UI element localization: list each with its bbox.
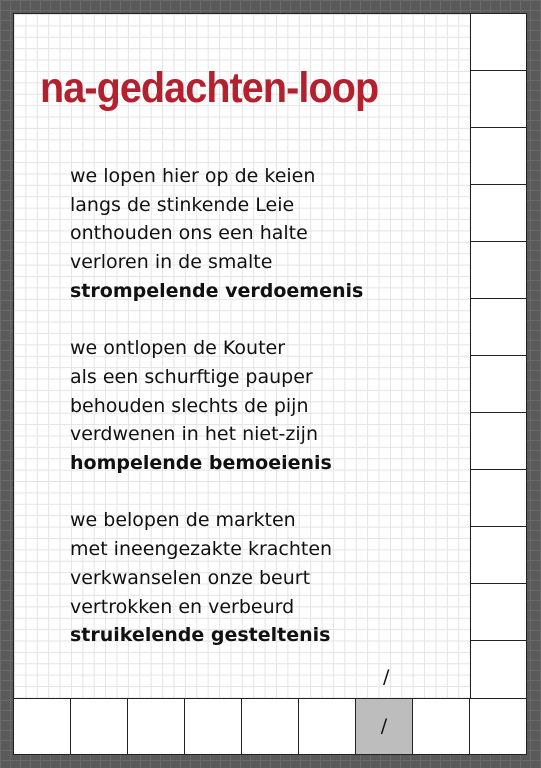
right-box xyxy=(471,128,527,185)
right-box xyxy=(471,527,527,584)
bottom-box xyxy=(128,699,185,755)
stanza-2 xyxy=(70,334,450,478)
poem-sheet xyxy=(13,13,527,755)
poem-line: behouden slechts de pijn xyxy=(70,394,309,417)
poem-line: we ontlopen de Kouter xyxy=(70,337,286,360)
bottom-box-row xyxy=(14,698,527,755)
poem-line: langs de stinkende Leie xyxy=(70,193,295,216)
bottom-box xyxy=(470,699,527,755)
poem-line: verdwenen in het niet-zijn xyxy=(70,423,318,446)
bottom-box xyxy=(14,699,71,755)
poem-line: vertrokken en verbeurd xyxy=(70,595,295,618)
poem-line: we belopen de markten xyxy=(70,509,296,532)
poem-line: onthouden ons een halte xyxy=(70,222,308,245)
stanza-closing-line: hompelende bemoeienis xyxy=(70,452,332,475)
right-box xyxy=(471,641,527,698)
right-box xyxy=(471,14,527,71)
right-box xyxy=(471,185,527,242)
poem-line: als een schurftige pauper xyxy=(70,365,313,388)
poem-line: we lopen hier op de keien xyxy=(70,165,316,187)
right-box xyxy=(471,71,527,128)
bottom-box xyxy=(71,699,128,755)
bottom-box xyxy=(242,699,299,755)
bottom-box xyxy=(299,699,356,755)
right-box xyxy=(471,356,527,413)
stanza-closing-line: struikelende gesteltenis xyxy=(70,624,331,647)
poem-line: verloren in de smalte xyxy=(70,251,273,274)
slash-mark: / xyxy=(380,715,388,737)
bottom-box xyxy=(185,699,242,755)
poem-line: verkwanselen onze beurt xyxy=(70,566,311,589)
bottom-box xyxy=(413,699,470,755)
right-box xyxy=(471,242,527,299)
right-box xyxy=(471,470,527,527)
right-box-column xyxy=(470,14,527,698)
stanza-closing-line: strompelende verdoemenis xyxy=(70,279,364,302)
right-box xyxy=(471,413,527,470)
right-box xyxy=(471,299,527,356)
right-box xyxy=(471,584,527,641)
poem-body xyxy=(70,162,450,679)
bottom-box-marked xyxy=(356,699,413,755)
poem-line: met ineengezakte krachten xyxy=(70,538,333,561)
poem-title: na-gedachten-loop xyxy=(40,64,379,112)
stanza-1 xyxy=(70,162,450,306)
slash-mark: / xyxy=(383,666,390,688)
stanza-3 xyxy=(70,506,450,650)
